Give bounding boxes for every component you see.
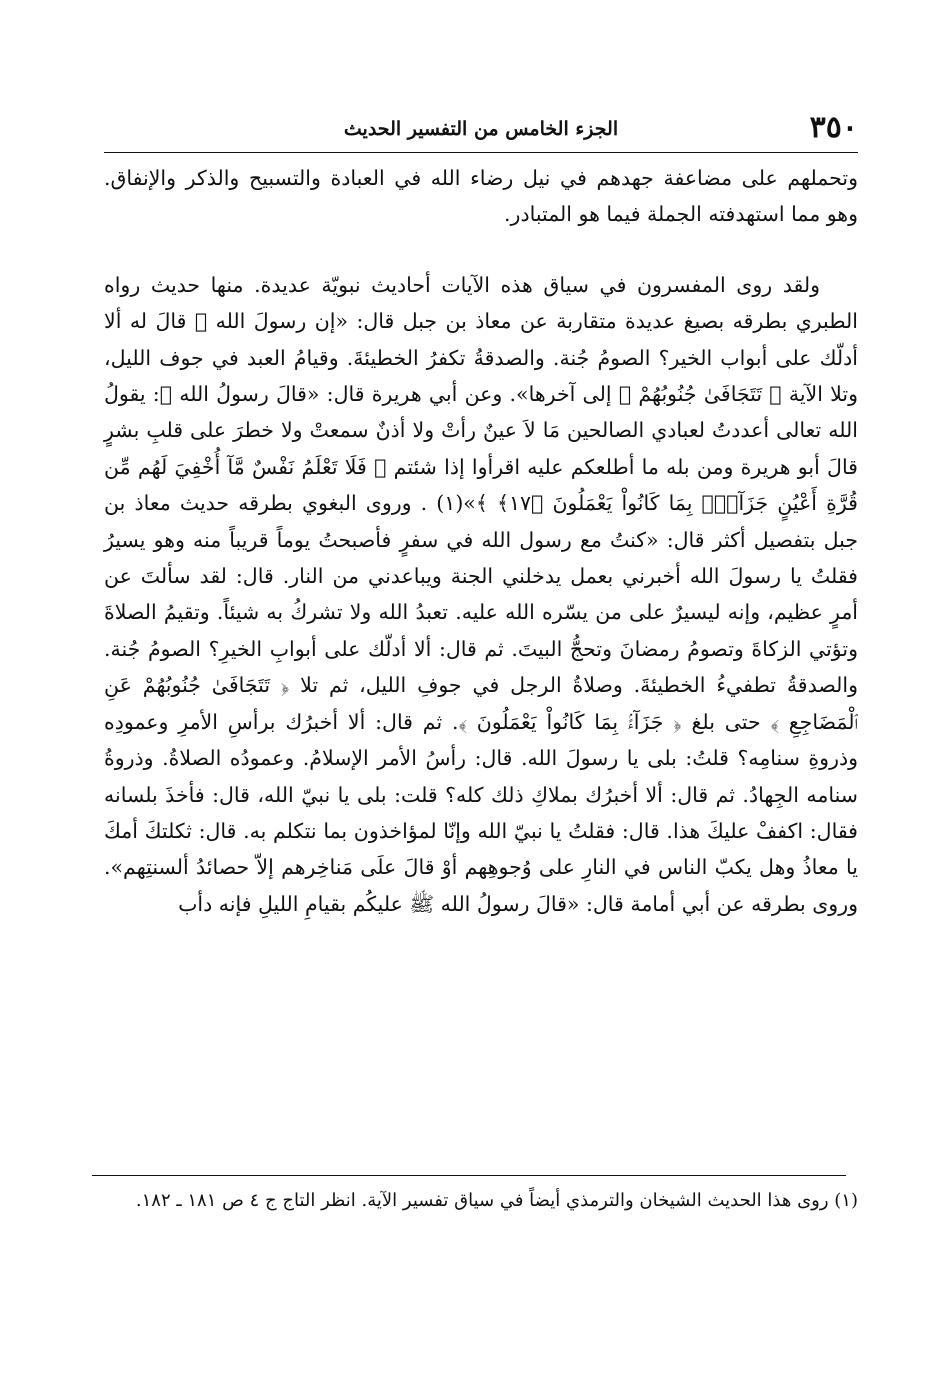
page-number: ٣٥٠ [809, 110, 858, 145]
footnote: (١) روى هذا الحديث الشيخان والترمذي أيضاً في سياق تفسير الآية. انظر التاج ج ٤ ص ١٨١ ـ ١٨٢. [135, 1190, 858, 1211]
footnotes [104, 1184, 858, 1218]
paragraph: ولقد روى المفسرون في سياق هذه الآيات أحاديث نبويّة عديدة. منها حديث رواه الطبري بطرقه بصيغ عديدة متقاربة عن معاذ بن جبل قال: «إن رسولَ الله ﷺ قالَ له ألا أدلّك على أبواب الخير؟ الصومُ جُنة. والصدقةُ تكفرُ الخطيئةَ. وقيامُ العبد في جوف الليل، وتلا الآية ﴿ تَتَجَافَىٰ جُنُوبُهُمْ ﴾ إلى آخرها». وعن أبي هريرة قال: «قالَ رسولُ الله ﷺ: يقولُ الله تعالى أعددتُ لعبادي الصالحين مَا لاَ عينٌ رأتْ ولا أذنٌ سمعتْ ولا خطرَ على قلبِ بشرٍ قالَ أبو هريرة ومن بله ما أطلعكم عليه اقرأوا إذا شئتم ﴿ فَلَا تَعْلَمُ نَفْسٌ مَّآ أُخْفِيَ لَهُم مِّن قُرَّةِ أَعْيُنٍ جَزَآءًۢ بِمَا كَانُواْ يَعْمَلُونَ ﴿١٧﴾ ﴾»(١) . وروى البغوي بطرقه حديث معاذ بن جبل بتفصيل أكثر قال: «كنتُ مع رسول الله في سفرٍ فأصبحتُ يوماً قريباً منه وهو يسيرُ فقلتُ يا رسولَ الله أخبرني بعمل يدخلني الجنة ويباعدني من النار. قال: لقد سألتَ عن أمرٍ عظيم، وإنه ليسيرٌ على من يسّره الله عليه. تعبدُ الله ولا تشركُ به شيئاً. وتقيمُ الصلاةَ وتؤتي الزكاةَ وتصومُ رمضانَ وتحجُّ البيتَ. ثم قال: ألا أدلّك على أبوابِ الخيرِ؟ الصومُ جُنة. والصدقةُ تطفيءُ الخطيئةَ. وصلاةُ الرجل في جوفِ الليل، ثم تلا ﴿ تَتَجَافَىٰ جُنُوبُهُمْ عَنِ ٱلْمَضَاجِعِ ﴾ حتى بلغ ﴿ جَزَآءًۢ بِمَا كَانُواْ يَعْمَلُونَ ﴾. ثم قال: ألا أخبرُك برأسِ الأمرِ وعمودِه وذروةِ سنامِه؟ قلتُ: بلى يا رسولَ الله. قال: رأسُ الأمر الإسلامُ. وعمودُه الصلاةُ. وذروةُ سنامه الجِهادُ. ثم قال: ألا أخبرُك بملاكِ ذلك كله؟ قلت: بلى يا نبيّ الله، قال: فأخذَ بلسانه فقال: اكففْ عليكَ هذا. قال: فقلتُ يا نبيّ الله وإنّا لمؤاخذون بما نتكلم به. قال: ثكلتكَ أمكَ يا معاذُ وهل يكبّ الناس في النارِ على وُجوهِهم أوْ قالَ علَى مَناخِرهم إلاّ حصائدُ ألسنتِهم». وروى بطرقه عن أبي أمامة قال: «قالَ رسولُ الله ﷺ عليكُم بقيامِ الليلِ فإنه دأب [104, 272, 858, 916]
paragraph: وتحملهم على مضاعفة جهدهم في نيل رضاء الله في العبادة والتسبيح والذكر والإنفاق. وهو مما استهدفته الجملة فيما هو المتبادر. [104, 166, 858, 227]
footnote-divider [92, 1175, 846, 1176]
running-title: الجزء الخامس من التفسير الحديث [343, 118, 619, 140]
header-divider [104, 152, 858, 153]
page-header [104, 108, 858, 148]
body-text [104, 160, 858, 922]
